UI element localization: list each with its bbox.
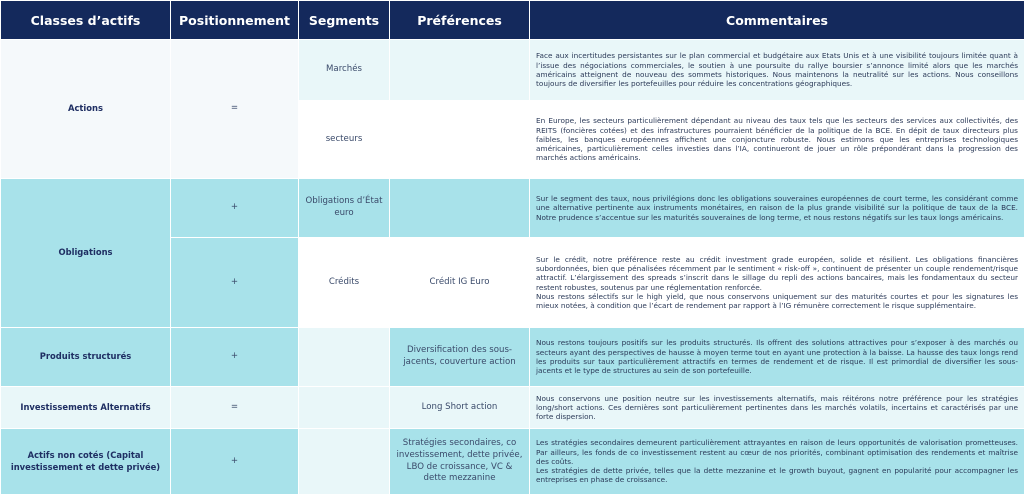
comment-actifs-non-cotes-paragraph-1: Les stratégies secondaires demeurent particulièrement attrayantes en raison de leurs opportunités de valorisation prometteuses. Par ailleurs, les fonds de co investissement restent au cœur de nos priorités, combinant optimisation des rendements et maîtrise des coûts. bbox=[536, 438, 1018, 466]
comment-produits-structures: Nous restons toujours positifs sur les produits structurés. Ils offrent des solutions attractives pour s’exposer à des marchés ou secteurs ayant des perspectives de hausse à moyen terme tout en ayant une protection à la baisse. La hausse des taux longs rend les produits sur taux particulièrement attractifs en termes de rendement et de risque. Il est primordial de diversifier les sous-jacents et le type de structures au sein de son portefeuille. bbox=[530, 328, 1024, 387]
header-classes: Classes d’actifs bbox=[1, 1, 171, 40]
comment-obligations-etat: Sur le segment des taux, nous privilégions donc les obligations souveraines européennes de court terme, les considérant comme une alternative pertinente aux instruments monétaires, en raison de la plus grande visibilité sur la politique de taux de la BCE. Notre prudence s’accentue sur les maturités souveraines de long terme, et nous restons négatifs sur les taux longs américains. bbox=[530, 179, 1024, 238]
comment-credits bbox=[530, 238, 1024, 328]
header-row bbox=[1, 1, 1024, 40]
segment-credits: Crédits bbox=[299, 238, 390, 328]
preference-actifs-non-cotes: Stratégies secondaires, co investissement, dette privée, LBO de croissance, VC & dette mezzanine bbox=[390, 429, 530, 495]
position-obligations-etat: + bbox=[171, 179, 299, 238]
preference-marches bbox=[390, 40, 530, 101]
position-investissements-alternatifs: = bbox=[171, 387, 299, 429]
position-actions: = bbox=[171, 40, 299, 179]
position-actifs-non-cotes: + bbox=[171, 429, 299, 495]
preference-investissements-alternatifs: Long Short action bbox=[390, 387, 530, 429]
segment-actifs-non-cotes bbox=[299, 429, 390, 495]
preference-obligations-etat bbox=[390, 179, 530, 238]
comment-credits-paragraph-2: Nous restons sélectifs sur le high yield, que nous conservons uniquement sur des maturités courtes et pour les signatures les mieux notées, à condition que l’écart de rendement par rapport à l’IG rémunère correctement le risque supplémentaire. bbox=[536, 292, 1018, 311]
comment-marches: Face aux incertitudes persistantes sur le plan commercial et budgétaire aux Etats Unis et à une visibilité toujours limitée quant à l’issue des négociations commerciales, le soutien à une poursuite du rallye boursier s’annonce limité alors que les marchés américains atteignent de nouveau des sommets historiques. Nous maintenons la neutralité sur les actions. Nous conseillons toujours de diversifier les portefeuilles pour réduire les concentrations géographiques. bbox=[530, 40, 1024, 101]
comment-investissements-alternatifs: Nous conservons une position neutre sur les investissements alternatifs, mais réitérons notre préférence pour les stratégies long/short actions. Ces dernières sont particulièrement pertinentes dans les marchés volatils, incertains et caractérisés par une forte dispersion. bbox=[530, 387, 1024, 429]
comment-secteurs: En Europe, les secteurs particulièrement dépendant au niveau des taux tels que les secteurs des services aux collectivités, des REITS (foncières cotées) et des infrastructures pourraient bénéficier de la politique de la BCE. En dépit de taux directeurs plus faibles, les banques européennes affichent une conjoncture robuste. Nous estimons que les entreprises technologiques américaines, particulièrement celles investies dans l’IA, continueront de jouer un rôle prépondérant dans la progression des marchés actions américains. bbox=[530, 101, 1024, 179]
segment-marches: Marchés bbox=[299, 40, 390, 101]
position-produits-structures: + bbox=[171, 328, 299, 387]
table-row bbox=[1, 328, 1024, 387]
preference-credits: Crédit IG Euro bbox=[390, 238, 530, 328]
segment-investissements-alternatifs bbox=[299, 387, 390, 429]
table-row bbox=[1, 179, 1024, 238]
comment-actifs-non-cotes bbox=[530, 429, 1024, 495]
preference-produits-structures: Diversification des sous-jacents, couverture action bbox=[390, 328, 530, 387]
segment-obligations-etat: Obligations d’État euro bbox=[299, 179, 390, 238]
class-actifs-non-cotes: Actifs non cotés (Capital investissement et dette privée) bbox=[1, 429, 171, 495]
table-row bbox=[1, 387, 1024, 429]
preference-secteurs bbox=[390, 101, 530, 179]
segment-produits-structures bbox=[299, 328, 390, 387]
class-obligations: Obligations bbox=[1, 179, 171, 328]
position-credits: + bbox=[171, 238, 299, 328]
class-actions: Actions bbox=[1, 40, 171, 179]
table-row bbox=[1, 429, 1024, 495]
header-commentaires: Commentaires bbox=[530, 1, 1024, 40]
comment-actifs-non-cotes-paragraph-2: Les stratégies de dette privée, telles que la dette mezzanine et le growth buyout, gagnent en popularité pour accompagner les entreprises en phase de croissance. bbox=[536, 466, 1018, 485]
class-produits-structures: Produits structurés bbox=[1, 328, 171, 387]
comment-credits-paragraph-1: Sur le crédit, notre préférence reste au crédit investment grade européen, solide et résilient. Les obligations financières subordonnées, bien que pénalisées récemment par le sentiment « risk-off », continuent de présenter un couple rendement/risque attractif. L’élargissement des spreads s’inscrit dans le sillage du repli des actions bancaires, mais les fondamentaux du secteur restent robustes, soutenus par une réglementation renforcée. bbox=[536, 255, 1018, 292]
header-positionnement: Positionnement bbox=[171, 1, 299, 40]
table-row bbox=[1, 40, 1024, 101]
header-segments: Segments bbox=[299, 1, 390, 40]
header-preferences: Préférences bbox=[390, 1, 530, 40]
segment-secteurs: secteurs bbox=[299, 101, 390, 179]
class-investissements-alternatifs: Investissements Alternatifs bbox=[1, 387, 171, 429]
